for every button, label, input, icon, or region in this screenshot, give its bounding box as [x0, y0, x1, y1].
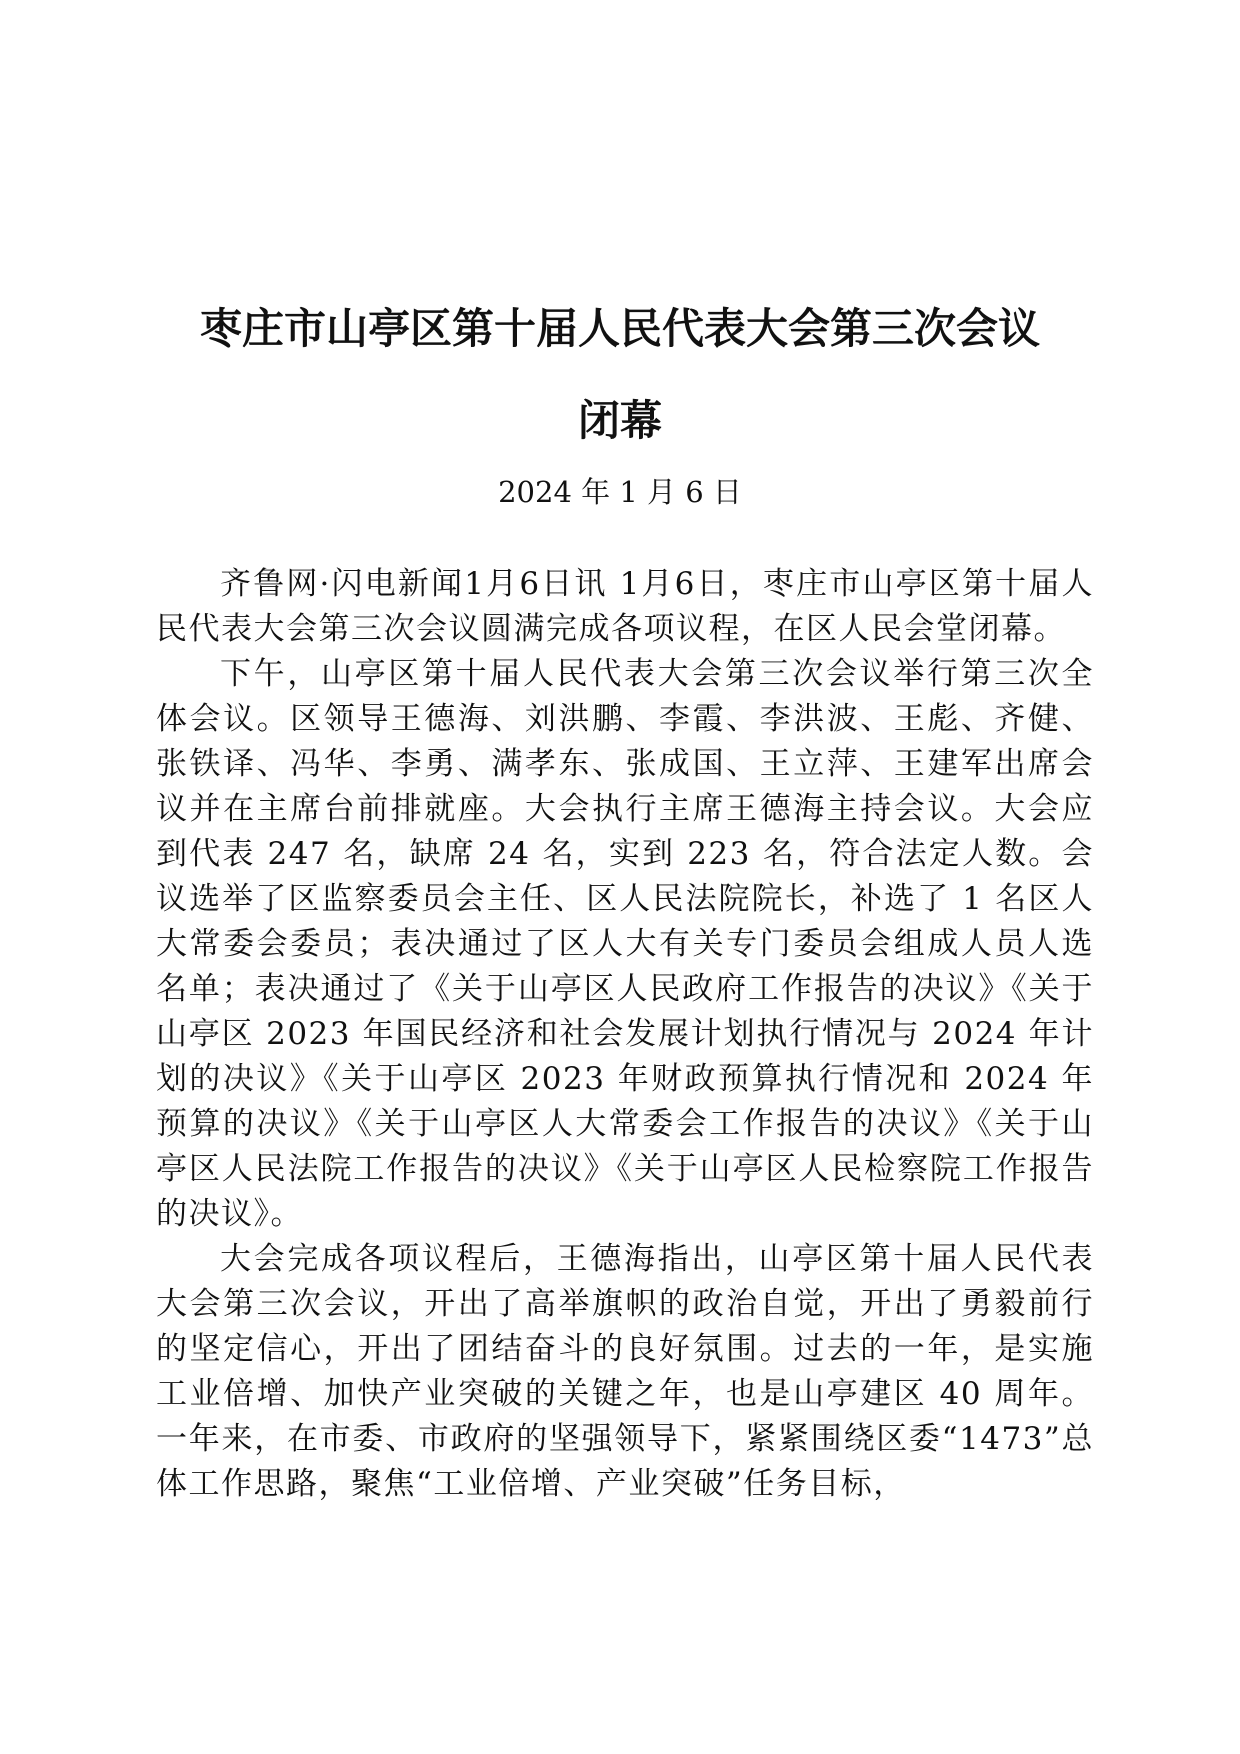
- document-title-line-2: 闭幕: [577, 396, 662, 445]
- paragraph-remarks: 大会完成各项议程后，王德海指出，山亭区第十届人民代表大会第三次会议，开出了高举旗帜的政治自觉，开出了勇毅前行的坚定信心，开出了团结奋斗的良好氛围。过去的一年，是实施工业倍增、加快产业突破的关键之年，也是山亭建区 40 周年。一年来，在市委、市政府的坚强领导下，紧紧围绕区委“1473”总体工作思路，聚焦“工业倍增、产业突破”任务目标，: [156, 1241, 1094, 1502]
- document-title-line-1: 枣庄市山亭区第十届人民代表大会第三次会议: [199, 304, 1040, 353]
- article-body: [156, 562, 1094, 1507]
- paragraph-lead: 齐鲁网·闪电新闻1月6日讯 1月6日，枣庄市山亭区第十届人民代表大会第三次会议圆满完成各项议程，在区人民会堂闭幕。: [156, 566, 1094, 647]
- paragraph-meeting: 下午，山亭区第十届人民代表大会第三次会议举行第三次全体会议。区领导王德海、刘洪鹏、李霞、李洪波、王彪、齐健、张铁译、冯华、李勇、满孝东、张成国、王立萍、王建军出席会议并在主席台前排就座。大会执行主席王德海主持会议。大会应到代表 247 名，缺席 24 名，实到 223 名，符合法定人数。会议选举了区监察委员会主任、区人民法院院长，补选了 1 名区人大常委会委员；表决通过了区人大有关专门委员会组成人员人选名单；表决通过了《关于山亭区人民政府工作报告的决议》《关于山亭区 2023 年国民经济和社会发展计划执行情况与 2024 年计划的决议》《关于山亭区 2023 年财政预算执行情况和 2024 年预算的决议》《关于山亭区人大常委会工作报告的决议》《关于山亭区人民法院工作报告的决议》《关于山亭区人民检察院工作报告的决议》。: [156, 656, 1094, 1232]
- publish-date: 2024 年 1 月 6 日: [498, 475, 742, 509]
